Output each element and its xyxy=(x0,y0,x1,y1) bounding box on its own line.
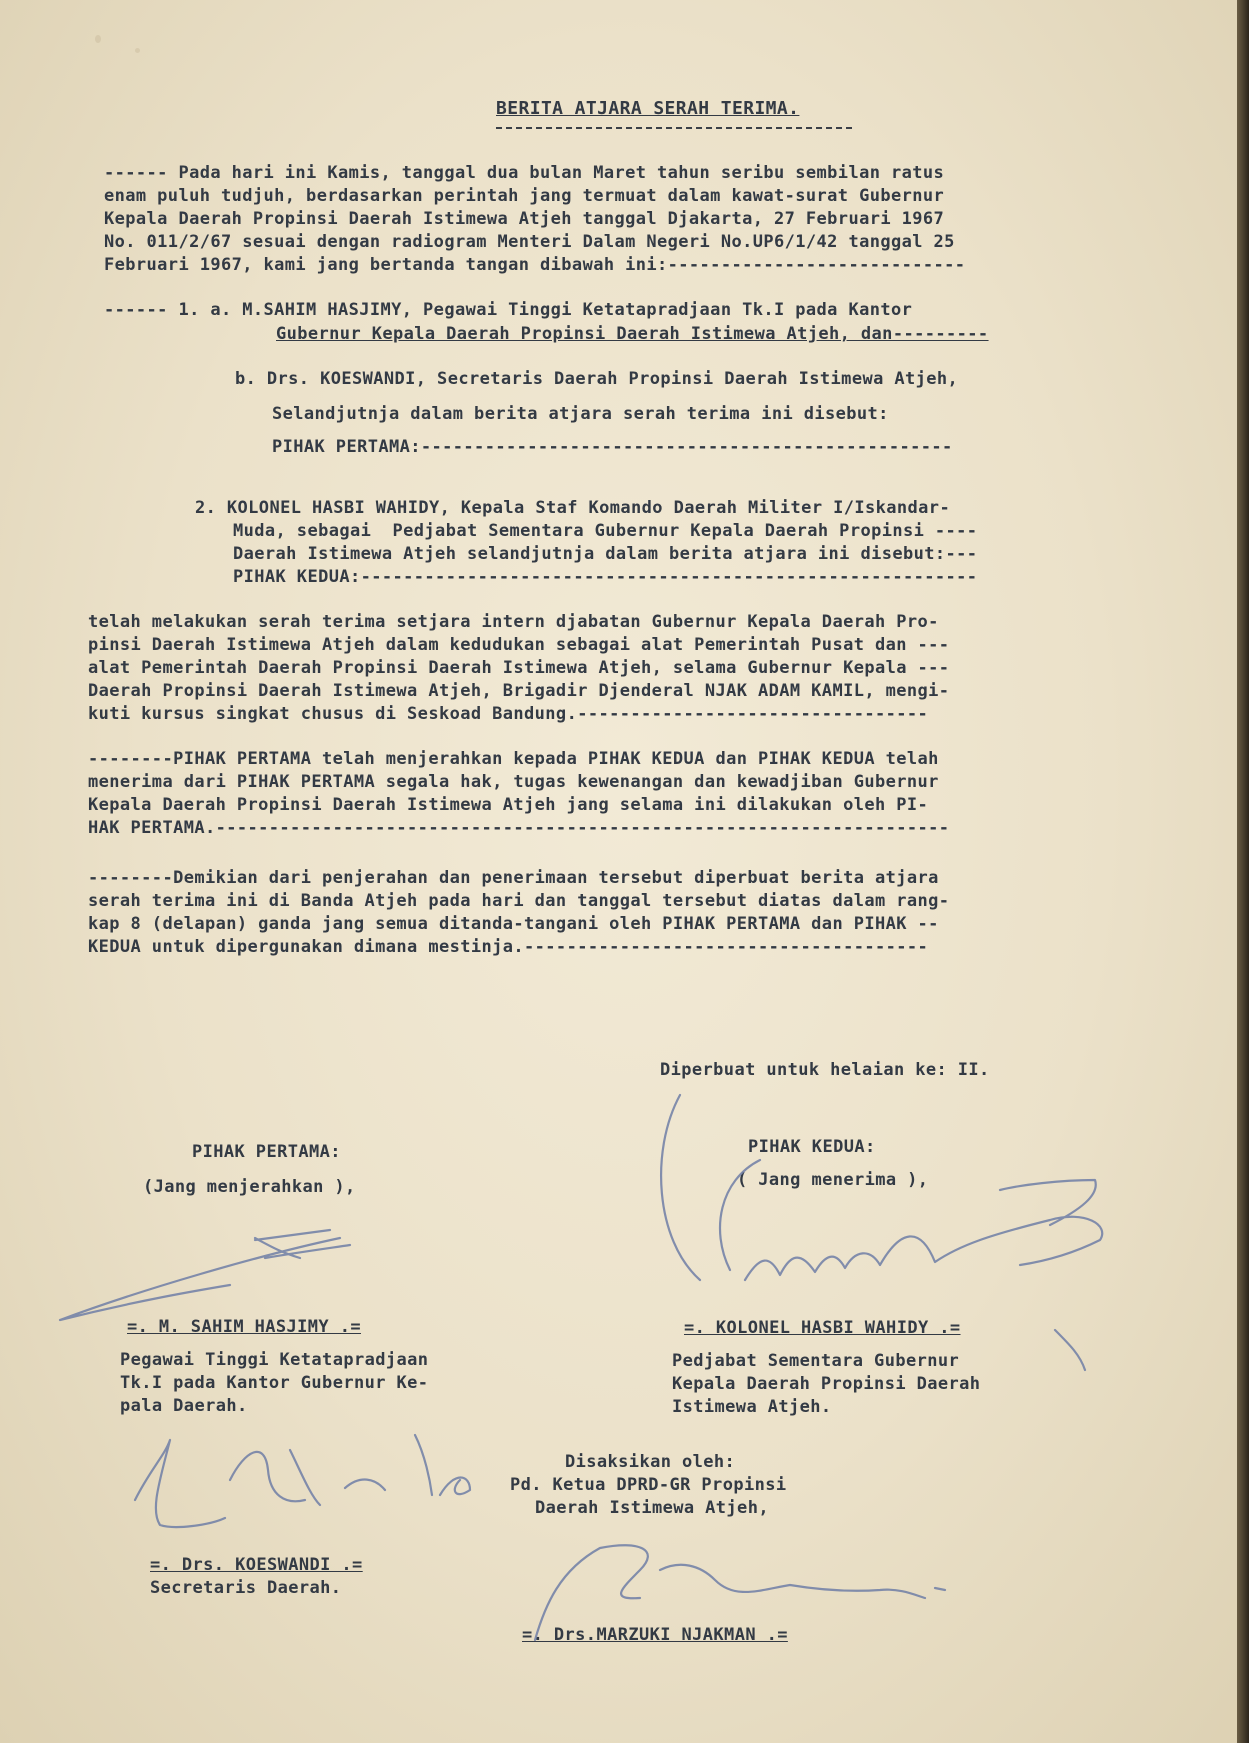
right-role: ( Jang menerima ), xyxy=(737,1170,929,1190)
right-title: Istimewa Atjeh. xyxy=(672,1397,832,1417)
copy-note: Diperbuat untuk helaian ke: II. xyxy=(660,1060,990,1080)
signature-sahim xyxy=(60,1230,350,1320)
document-title: BERITA ATJARA SERAH TERIMA. xyxy=(496,98,800,119)
party-2-line: Daerah Istimewa Atjeh selandjutnja dalam berita atjara ini disebut:--- xyxy=(233,544,978,564)
left-role: (Jang menjerahkan ), xyxy=(143,1177,356,1197)
signature-koeswandi xyxy=(135,1435,470,1527)
paragraph-2-line: pinsi Daerah Istimewa Atjeh dalam kedudukan sebagai alat Pemerintah Pusat dan --- xyxy=(88,635,950,655)
paragraph-3-line: HAK PERTAMA.--------------------------------------------------------------------- xyxy=(88,818,950,838)
paragraph-2-line: Daerah Propinsi Daerah Istimewa Atjeh, Brigadir Djenderal NJAK ADAM KAMIL, mengi- xyxy=(88,681,950,701)
party-1b-line: b. Drs. KOESWANDI, Secretaris Daerah Propinsi Daerah Istimewa Atjeh, xyxy=(235,369,959,389)
paragraph-1-line: ------ Pada hari ini Kamis, tanggal dua bulan Maret tahun seribu sembilan ratus xyxy=(104,163,945,183)
left-name-1: =. M. SAHIM HASJIMY .= xyxy=(127,1317,361,1337)
left-title-1: Tk.I pada Kantor Gubernur Ke- xyxy=(120,1373,429,1393)
witness-line: Pd. Ketua DPRD-GR Propinsi xyxy=(510,1475,787,1495)
party-1a-line: Gubernur Kepala Daerah Propinsi Daerah Istimewa Atjeh, dan--------- xyxy=(276,324,989,344)
witness-name: =. Drs.MARZUKI NJAKMAN .= xyxy=(522,1625,788,1645)
left-title-1: pala Daerah. xyxy=(120,1396,248,1416)
signature-marzuki xyxy=(535,1545,945,1640)
left-heading: PIHAK PERTAMA: xyxy=(192,1142,341,1162)
paragraph-3-line: Kepala Daerah Propinsi Daerah Istimewa Atjeh jang selama ini dilakukan oleh PI- xyxy=(88,795,929,815)
party-1a-line: ------ 1. a. M.SAHIM HASJIMY, Pegawai Tinggi Ketatapradjaan Tk.I pada Kantor xyxy=(104,300,913,320)
party-2-line: Muda, sebagai Pedjabat Sementara Gubernur Kepala Daerah Propinsi ---- xyxy=(233,521,978,541)
paragraph-4-line: --------Demikian dari penjerahan dan penerimaan tersebut diperbuat berita atjara xyxy=(88,868,939,888)
paragraph-3-line: --------PIHAK PERTAMA telah menjerahkan kepada PIHAK KEDUA dan PIHAK KEDUA telah xyxy=(88,749,939,769)
pihak-pertama-label: PIHAK PERTAMA:-------------------------------------------------- xyxy=(272,437,953,457)
witness-line: Disaksikan oleh: xyxy=(565,1452,736,1472)
paragraph-2-line: alat Pemerintah Daerah Propinsi Daerah Istimewa Atjeh, selama Gubernur Kepala --- xyxy=(88,658,950,678)
paragraph-4-line: kap 8 (delapan) ganda jang semua ditanda-tangani oleh PIHAK PERTAMA dan PIHAK -- xyxy=(88,914,939,934)
paragraph-1-line: No. 011/2/67 sesuai dengan radiogram Menteri Dalam Negeri No.UP6/1/42 tanggal 25 xyxy=(104,232,955,252)
witness-line: Daerah Istimewa Atjeh, xyxy=(535,1498,769,1518)
signature-hasbi xyxy=(661,1095,1102,1370)
paragraph-2-line: kuti kursus singkat chusus di Seskoad Bandung.--------------------------------- xyxy=(88,704,929,724)
left-title-2: Secretaris Daerah. xyxy=(150,1578,342,1598)
right-title: Kepala Daerah Propinsi Daerah xyxy=(672,1374,981,1394)
right-heading: PIHAK KEDUA: xyxy=(748,1137,876,1157)
paragraph-4-line: KEDUA untuk dipergunakan dimana mestinja.-------------------------------------- xyxy=(88,937,929,957)
paragraph-3-line: menerima dari PIHAK PERTAMA segala hak, tugas kewenangan dan kewadjiban Gubernur xyxy=(88,772,939,792)
paragraph-4-line: serah terima ini di Banda Atjeh pada hari dan tanggal tersebut diatas dalam rang- xyxy=(88,891,950,911)
paragraph-1-line: enam puluh tudjuh, berdasarkan perintah jang termuat dalam kawat-surat Gubernur xyxy=(104,186,945,206)
paragraph-2-line: telah melakukan serah terima setjara intern djabatan Gubernur Kepala Daerah Pro- xyxy=(88,612,939,632)
paragraph-1-line: Kepala Daerah Propinsi Daerah Istimewa Atjeh tanggal Djakarta, 27 Februari 1967 xyxy=(104,209,945,229)
left-title-1: Pegawai Tinggi Ketatapradjaan xyxy=(120,1350,429,1370)
right-name: =. KOLONEL HASBI WAHIDY .= xyxy=(684,1318,961,1338)
paragraph-1-line: Februari 1967, kami jang bertanda tangan dibawah ini:---------------------------- xyxy=(104,255,966,275)
right-title: Pedjabat Sementara Gubernur xyxy=(672,1351,960,1371)
party-2-line: 2. KOLONEL HASBI WAHIDY, Kepala Staf Komando Daerah Militer I/Iskandar- xyxy=(195,498,951,518)
left-name-2: =. Drs. KOESWANDI .= xyxy=(150,1555,363,1575)
party-1b-line: Selandjutnja dalam berita atjara serah terima ini disebut: xyxy=(272,404,889,424)
pihak-kedua-label: PIHAK KEDUA:---------------------------------------------------------- xyxy=(233,567,978,587)
